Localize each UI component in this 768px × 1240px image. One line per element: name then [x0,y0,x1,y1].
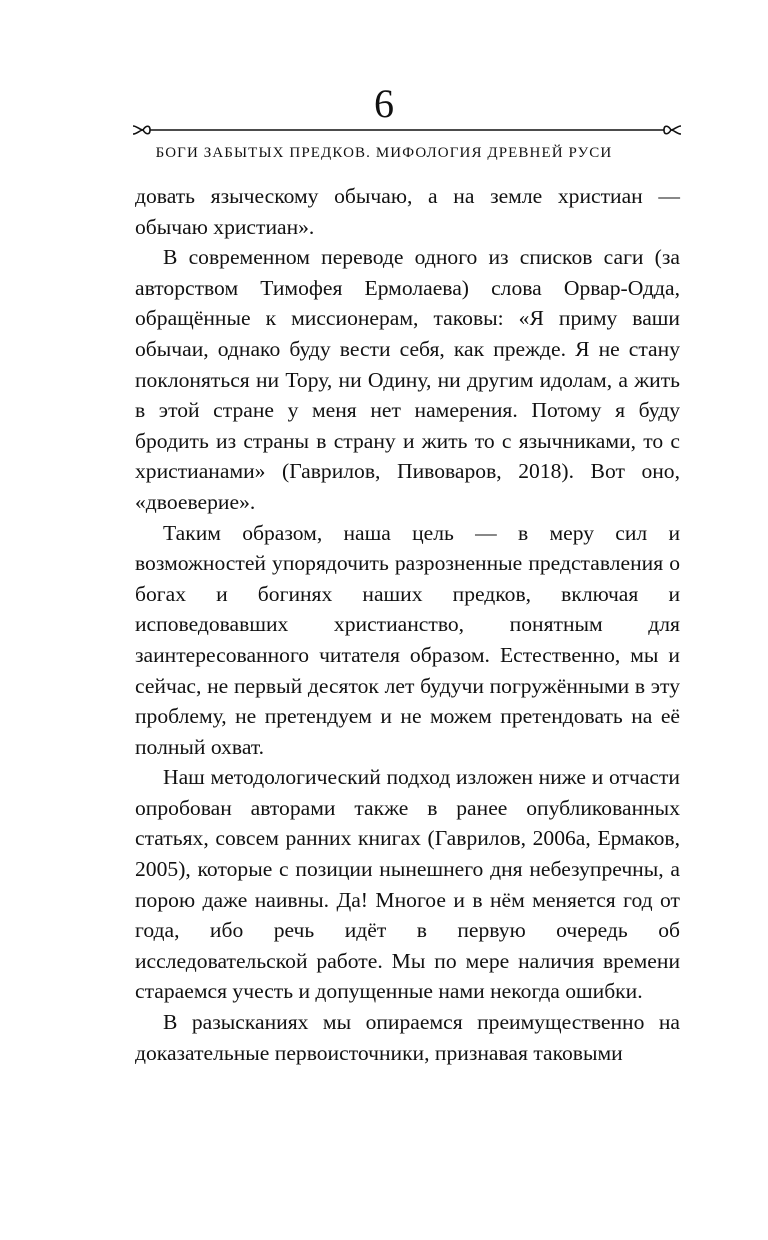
paragraph-1: довать языческому обычаю, а на земле христиан — обычаю христиан». [135,184,680,239]
paragraph-2: В современном переводе одного из списков саги (за авторством Тимофея Ермолаева) слова Орвар-Одда, обращённые к миссионерам, таковы: «Я приму ваши обычаи, однако буду вести себя, как прежде. Я не стану поклоняться ни Тору, ни Одину, ни другим идолам, а жить в этой стране у меня нет намерения. Потому я буду бродить из страны в страну и жить то с язычниками, то с христианами» (Гаврилов, Пивоваров, 2018). Вот оно, «двоеверие». [135,245,680,514]
page-number: 6 [374,81,394,126]
ornament-left-icon [133,126,150,134]
paragraph-4: Наш методологический подход изложен ниже и отчасти опробован авторами также в ранее опубликованных статьях, совсем ранних книгах (Гаврилов, 2006а, Ермаков, 2005), которые с позиции нынешнего дня небезупречны, а порою даже наивны. Да! Многое и в нём меняется год от года, ибо речь идёт в первую очередь об исследовательской работе. Мы по мере наличия времени стараемся учесть и допущенные нами некогда ошибки. [135,765,680,1004]
running-head: БОГИ ЗАБЫТЫХ ПРЕДКОВ. МИФОЛОГИЯ ДРЕВНЕЙ РУСИ [155,145,613,161]
ornament-right-icon [664,126,681,134]
header-ornament-rule [131,122,683,138]
paragraph-5: В разысканиях мы опираемся преимущественно на доказательные первоисточники, признавая таковыми [135,1010,680,1065]
paragraph-3: Таким образом, наша цель — в меру сил и возможностей упорядочить разрозненные представления о богах и богинях наших предков, включая и исповедовавших христианство, понятным для заинтересованного читателя образом. Естественно, мы и сейчас, не первый десяток лет будучи погружёнными в эту проблему, не претендуем и не можем претендовать на её полный охват. [135,520,680,759]
body-text [135,181,680,1068]
